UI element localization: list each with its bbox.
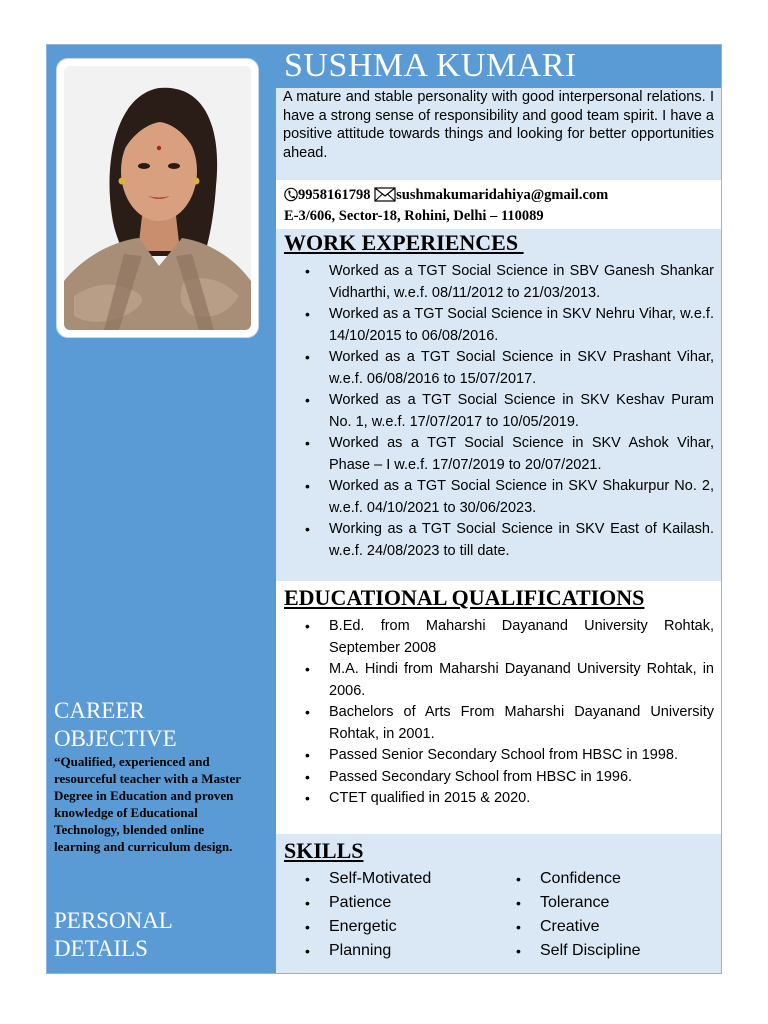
- education-item: • B.Ed. from Maharshi Dayanand University Rohtak, September 2008: [329, 616, 714, 659]
- skill-item: • Energetic: [329, 915, 509, 939]
- skills-column-2: [540, 867, 720, 963]
- career-objective-heading-line2: OBJECTIVE: [54, 726, 177, 751]
- education-list: [329, 616, 714, 810]
- work-experience-list: [329, 261, 714, 562]
- education-item: • CTET qualified in 2015 & 2020.: [329, 788, 714, 810]
- skill-item: • Tolerance: [540, 891, 720, 915]
- work-item: • Worked as a TGT Social Science in SKV Ashok Vihar, Phase – I w.e.f. 17/07/2019 to 20/07/2021.: [329, 433, 714, 476]
- career-objective-heading-line1: CAREER: [54, 698, 145, 723]
- career-objective-text: “Qualified, experienced and resourceful teacher with a Master Degree in Education and proven knowledge of Educational Technology, blended online learning and curriculum design.: [54, 754, 241, 854]
- phone-number[interactable]: 9958161798: [298, 187, 371, 203]
- education-item: • Bachelors of Arts From Maharshi Dayanand University Rohtak, in 2001.: [329, 702, 714, 745]
- portrait-illustration: [64, 66, 251, 330]
- name-header-bar: [276, 45, 721, 88]
- main-column: [276, 45, 721, 973]
- work-item: • Worked as a TGT Social Science in SKV Nehru Vihar, w.e.f. 14/10/2015 to 06/08/2016.: [329, 304, 714, 347]
- email-link[interactable]: sushmakumaridahiya@gmail.com: [396, 187, 609, 203]
- education-item: • Passed Secondary School from HBSC in 1996.: [329, 767, 714, 789]
- skill-item: • Confidence: [540, 867, 720, 891]
- skills-heading: SKILLS: [284, 838, 364, 863]
- skill-item: • Self-Motivated: [329, 867, 509, 891]
- skill-item: • Self Discipline: [540, 939, 720, 963]
- envelope-icon: [374, 187, 396, 207]
- education-item: • Passed Senior Secondary School from HBSC in 1998.: [329, 745, 714, 767]
- skill-item: • Planning: [329, 939, 509, 963]
- summary-text: A mature and stable personality with good interpersonal relations. I have a strong sense of responsibility and good team spirit. I have a positive attitude towards things and looking for better opportunities ahead.: [283, 89, 714, 161]
- skill-item: • Patience: [329, 891, 509, 915]
- profile-photo: [64, 66, 251, 330]
- skills-column-1: [329, 867, 509, 963]
- work-item: • Worked as a TGT Social Science in SKV Keshav Puram No. 1, w.e.f. 17/07/2017 to 10/05/2019.: [329, 390, 714, 433]
- work-item: • Working as a TGT Social Science in SKV East of Kailash. w.e.f. 24/08/2023 to till date.: [329, 519, 714, 562]
- contact-line: [284, 186, 608, 207]
- education-item: • M.A. Hindi from Maharshi Dayanand University Rohtak, in 2006.: [329, 659, 714, 702]
- work-item: • Worked as a TGT Social Science in SKV Shakurpur No. 2, w.e.f. 04/10/2021 to 30/06/2023.: [329, 476, 714, 519]
- phone-icon: [284, 187, 298, 207]
- education-heading: EDUCATIONAL QUALIFICATIONS: [284, 585, 645, 610]
- skill-item: • Creative: [540, 915, 720, 939]
- work-item: • Worked as a TGT Social Science in SKV Prashant Vihar, w.e.f. 06/08/2016 to 15/07/2017.: [329, 347, 714, 390]
- sidebar: [47, 45, 276, 973]
- resume-page: [46, 44, 722, 974]
- candidate-name: SUSHMA KUMARI: [284, 47, 577, 84]
- address-text: E-3/606, Sector-18, Rohini, Delhi – 110089: [284, 208, 544, 224]
- personal-details-heading-line2: DETAILS: [54, 936, 148, 961]
- personal-details-heading-line1: PERSONAL: [54, 908, 173, 933]
- work-experience-heading: WORK EXPERIENCES: [284, 230, 524, 255]
- work-item: • Worked as a TGT Social Science in SBV Ganesh Shankar Vidharthi, w.e.f. 08/11/2012 to 21/03/2013.: [329, 261, 714, 304]
- profile-photo-frame: [56, 58, 259, 338]
